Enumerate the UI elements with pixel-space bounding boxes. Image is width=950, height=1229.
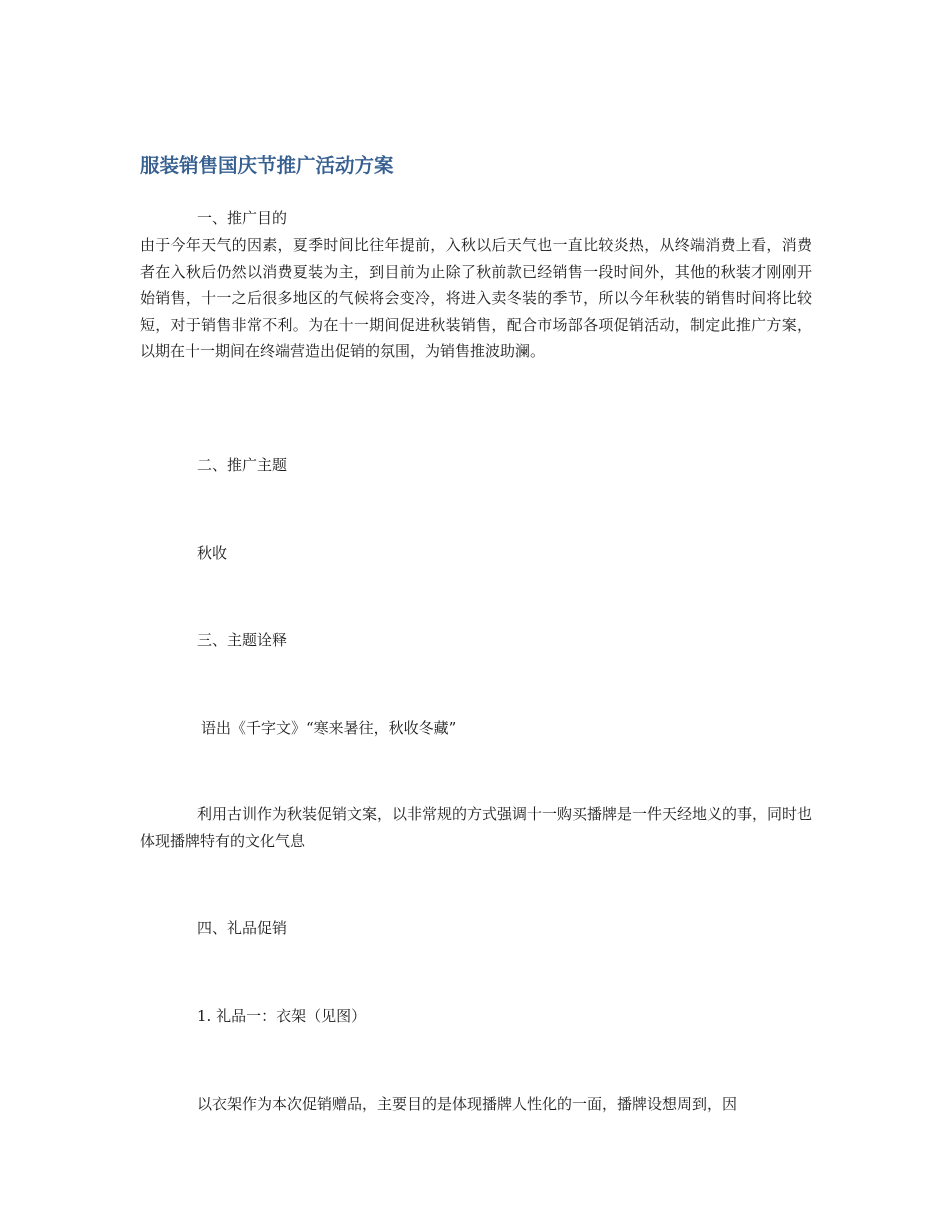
document-title: 服装销售国庆节推广活动方案 xyxy=(140,154,394,177)
purpose-paragraph: 由于今年天气的因素，夏季时间比往年提前，入秋以后天气也一直比较炎热，从终端消费上看，消费者在入秋后仍然以消费夏装为主，到目前为止除了秋前款已经销售一段时间外，其他的秋装才刚刚开始销售，十一之后很多地区的气候将会变冷，将进入卖冬装的季节，所以今年秋装的销售时间将比较短，对于销售非常不利。为在十一期间促进秋装销售，配合市场部各项促销活动，制定此推广方案，以期在十一期间在终端营造出促销的氛围，为销售推波助澜。 xyxy=(140,236,812,360)
gift-one-paragraph: 以衣架作为本次促销赠品，主要目的是体现播牌人性化的一面，播牌设想周到，因 xyxy=(197,1095,738,1113)
theme-quote: 语出《千字文》“寒来暑往，秋收冬藏” xyxy=(201,719,457,737)
theme-text: 秋收 xyxy=(197,544,228,562)
section-heading-gift-promotion: 四、礼品促销 xyxy=(197,919,288,937)
gift-one-heading: 1. 礼品一：衣架（见图） xyxy=(197,1007,367,1025)
section-heading-theme-explanation: 三、主题诠释 xyxy=(197,631,288,649)
section-heading-purpose: 一、推广目的 xyxy=(197,209,288,227)
section-heading-theme: 二、推广主题 xyxy=(197,456,288,474)
theme-explanation-paragraph: 利用古训作为秋装促销文案，以非常规的方式强调十一购买播牌是一件天经地义的事，同时也体现播牌特有的文化气息 xyxy=(140,805,813,850)
